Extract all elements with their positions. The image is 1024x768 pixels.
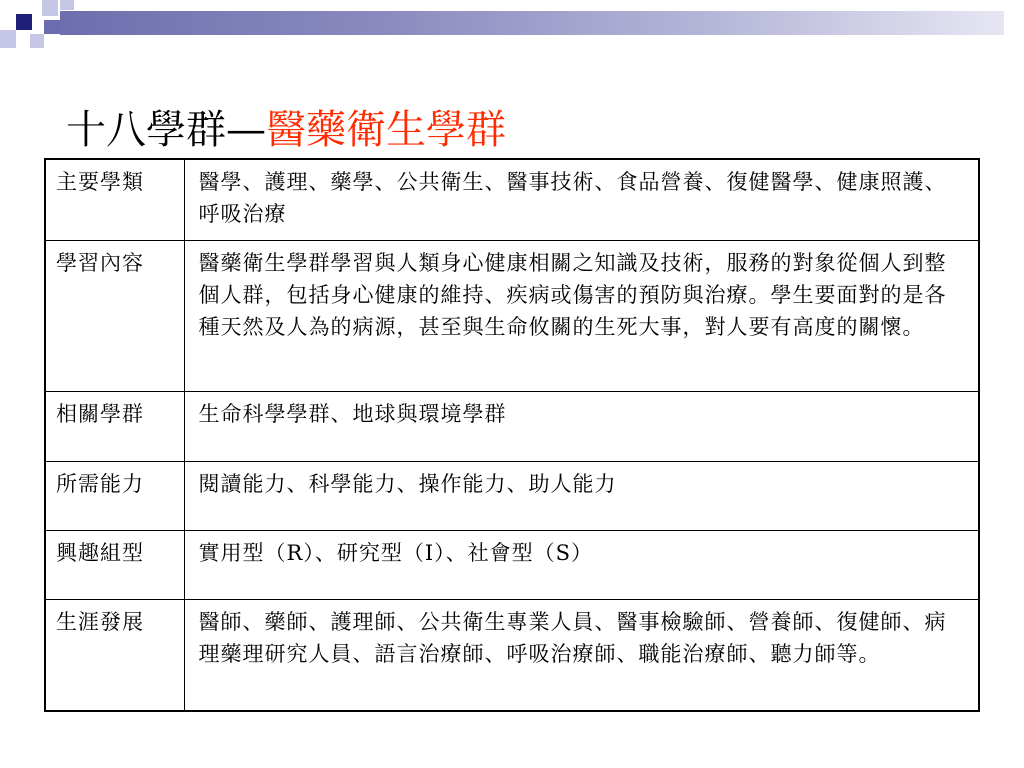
header-decoration-square <box>44 20 60 34</box>
table-row <box>45 391 979 461</box>
header-decoration-square <box>0 30 16 48</box>
title-highlight: 醫藥衛生學群 <box>266 107 506 153</box>
header-decoration-square <box>60 0 74 10</box>
table-row <box>45 461 979 530</box>
header-decoration-square <box>42 0 58 16</box>
row-content: 醫藥衛生學群學習與人類身心健康相關之知識及技術，服務的對象從個人到整個人群，包括身心健康的維持、疾病或傷害的預防與治療。學生要面對的是各種天然及人為的病源，甚至與生命攸關的生死大事，對人要有高度的關懷。 <box>184 240 979 391</box>
row-content: 實用型（R）、研究型（I）、社會型（S） <box>184 530 979 599</box>
row-label: 生涯發展 <box>45 599 184 711</box>
table-row <box>45 159 979 240</box>
slide-title <box>66 104 506 156</box>
row-label: 所需能力 <box>45 461 184 530</box>
header-decoration-square <box>30 34 44 48</box>
row-label: 興趣組型 <box>45 530 184 599</box>
row-label: 相關學群 <box>45 391 184 461</box>
row-content: 閱讀能力、科學能力、操作能力、助人能力 <box>184 461 979 530</box>
row-label: 學習內容 <box>45 240 184 391</box>
header-gradient-bar <box>60 11 1004 35</box>
table-row <box>45 240 979 391</box>
row-content: 醫學、護理、藥學、公共衛生、醫事技術、食品營養、復健醫學、健康照護、呼吸治療 <box>184 159 979 240</box>
row-content: 醫師、藥師、護理師、公共衛生專業人員、醫事檢驗師、營養師、復健師、病理藥理研究人員、語言治療師、呼吸治療師、職能治療師、聽力師等。 <box>184 599 979 711</box>
header-decoration-square <box>16 14 32 30</box>
table-row <box>45 599 979 711</box>
table-row <box>45 530 979 599</box>
info-table <box>44 158 980 712</box>
row-label: 主要學類 <box>45 159 184 240</box>
row-content: 生命科學學群、地球與環境學群 <box>184 391 979 461</box>
title-prefix: 十八學群— <box>66 107 266 153</box>
